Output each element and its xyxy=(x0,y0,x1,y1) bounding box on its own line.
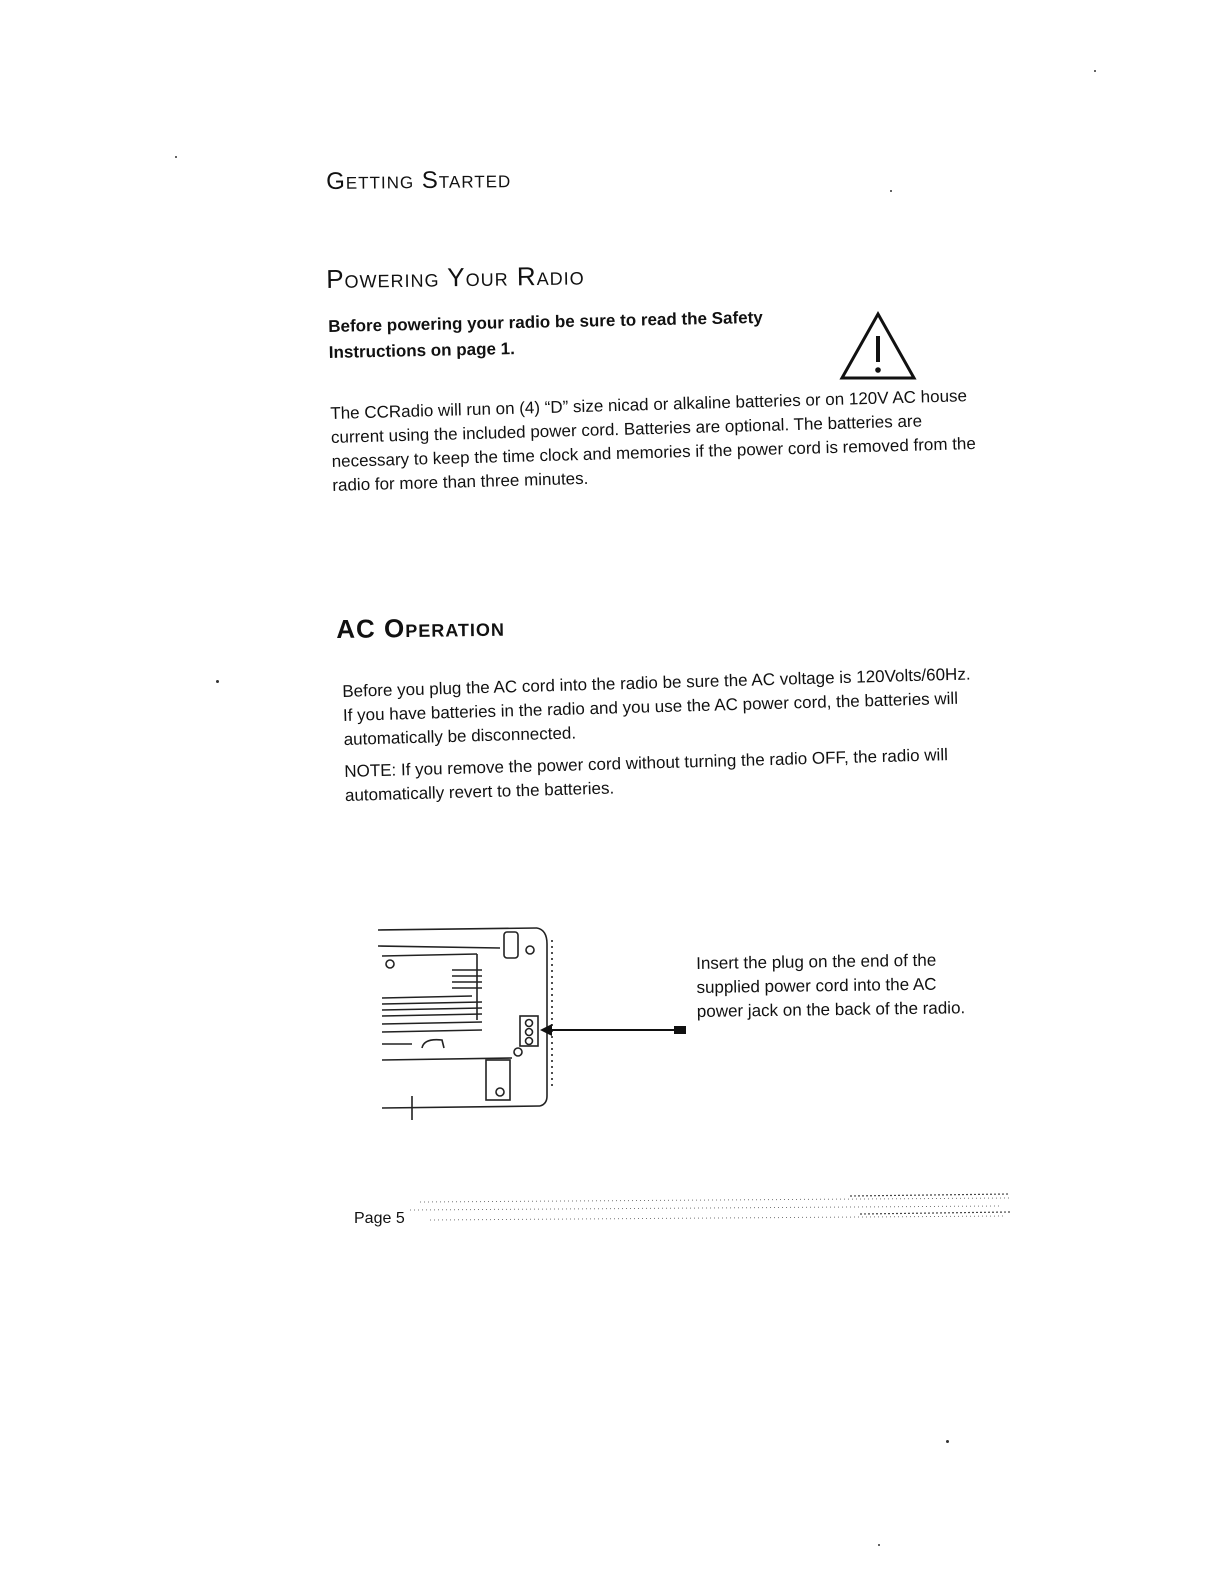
scan-speck xyxy=(878,1544,880,1546)
scan-speck xyxy=(175,156,177,158)
scan-speck xyxy=(1094,70,1096,72)
safety-note: Before powering your radio be sure to read the Safety Instructions on page 1. xyxy=(328,307,763,362)
intro-paragraph: The CCRadio will run on (4) “D” size nicad or alkaline batteries or on 120V AC house current using the included power cord. Batteries are optional. The batteries are necessary to keep the time clock and memories if the power cord is removed from the radio for more than three minutes. xyxy=(330,386,977,495)
section-label: Getting Started xyxy=(326,166,512,195)
scan-speck xyxy=(890,190,892,192)
radio-back-diagram xyxy=(372,920,692,1120)
ac-operation-paragraph: Before you plug the AC cord into the radio be sure the AC voltage is 120Volts/60Hz. If you have batteries in the radio and you use the AC power cord, the batteries will automatically be disconnected. xyxy=(342,664,971,749)
note-paragraph: NOTE: If you remove the power cord without turning the radio OFF, the radio will automatically revert to the batteries. xyxy=(344,745,949,805)
diagram-caption: Insert the plug on the end of the supplied power cord into the AC power jack on the back of the radio. xyxy=(696,950,966,1021)
page-number: Page 5 xyxy=(354,1210,405,1227)
scan-speck xyxy=(216,680,219,683)
scan-noise-band xyxy=(410,1188,1010,1234)
heading-ac-operation: AC Operation xyxy=(336,611,506,644)
heading-powering-your-radio: Powering Your Radio xyxy=(326,260,585,294)
scan-speck xyxy=(946,1440,949,1443)
warning-triangle-icon xyxy=(838,310,918,382)
